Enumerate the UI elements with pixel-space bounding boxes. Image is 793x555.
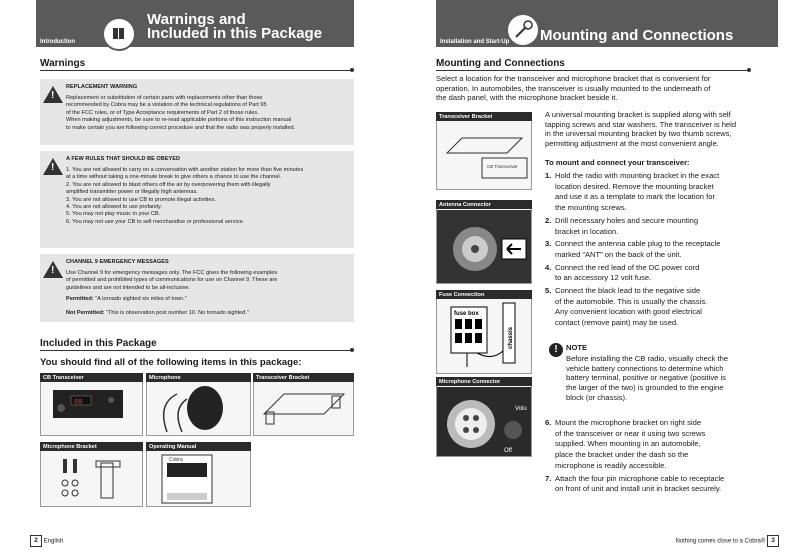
channel9-title: CHANNEL 9 EMERGENCY MESSAGES: [66, 259, 169, 265]
text-line: place the bracket under the dash so the: [555, 450, 689, 460]
text-line: 1. You are not allowed to carry on a conversation with another station for more than five minutes: [66, 167, 304, 173]
right-section-label: Installation and Start-Up: [440, 39, 510, 45]
step-number: 1.: [545, 171, 552, 180]
warnings-heading: Warnings: [40, 58, 86, 69]
left-page-number: 2: [30, 535, 42, 547]
text-line: Mount the microphone bracket on right side: [555, 418, 702, 427]
step-item: [545, 171, 785, 215]
text-line: amplified transmitter power or illegally high antennas.: [66, 189, 198, 196]
text-line: permitting adjustment at the most convenient angle.: [545, 139, 719, 149]
left-section-label: Introduction: [40, 39, 75, 45]
wrench-icon: [506, 13, 540, 47]
antenna-connector-diagram: [436, 200, 532, 284]
step-item: [545, 418, 785, 473]
text-line: recommended by Cobra may be a violation of the technical regulations of Part 95: [66, 102, 267, 109]
volume-label: Volu: [515, 406, 527, 412]
text-line: 6. You may not use your CB to sell merchandise or professional service.: [66, 218, 245, 225]
microphone-connector-diagram: [436, 377, 532, 457]
microphone-bracket-image: [40, 442, 143, 507]
text-line: to an accessory 12 volt fuse.: [555, 273, 652, 283]
fuse-box-label: fuse box: [454, 311, 479, 317]
left-footer-text: English: [43, 538, 64, 545]
right-footer: [676, 535, 779, 547]
text-line: When making adjustments, be sure to re-read applicable portions of this instruction manual: [66, 117, 292, 124]
text-line: location desired. Remove the mounting bracket: [555, 181, 714, 191]
text-line: Replacement or substitution of certain parts with replacements other than those: [66, 95, 263, 101]
text-line: guidelines and are not intended to be all-inclusive.: [66, 284, 191, 291]
caption-microphone-connector: Microphone Connector: [436, 377, 532, 386]
text-line: Hold the radio with mounting bracket in the exact: [555, 171, 720, 180]
step-number: 2.: [545, 215, 552, 225]
item-caption-microphone-bracket: Microphone Bracket: [40, 442, 143, 451]
rules-text: [66, 167, 356, 226]
text-line: of the transceiver or near it using two screws: [555, 428, 706, 438]
warning-icon: !: [43, 261, 63, 278]
right-page-number: 3: [767, 535, 779, 547]
text-line: of the FCC rules, or of Type Acceptance requirements of Part 2 of those rules.: [66, 109, 259, 116]
transceiver-bracket-diagram: [436, 112, 532, 190]
step-text: [555, 474, 724, 495]
step-item: [545, 474, 785, 496]
step-number: 4.: [545, 262, 552, 272]
item-caption-cb-transceiver: CB Transceiver: [40, 373, 143, 382]
item-caption-operating-manual: Operating Manual: [146, 442, 251, 451]
left-header-bar: [36, 0, 354, 47]
text-line: Connect the antenna cable plug to the receptacle: [555, 239, 721, 249]
text-line: Drill necessary holes and secure mounting: [555, 215, 699, 225]
text-line: supplied. When mounting in an automobile,: [555, 439, 701, 449]
caption-fuse-connection: Fuse Connection: [436, 290, 532, 299]
left-title-line2: Included in this Package: [147, 25, 323, 42]
text-line: 2. You are not allowed to blast others off the air by overpowering them with illegally: [66, 181, 271, 188]
text-line: bracket in location.: [555, 226, 619, 236]
text-line: A universal mounting bracket is supplied along with self: [545, 110, 731, 119]
step-text: [555, 239, 721, 260]
item-caption-microphone: Microphone: [146, 373, 251, 382]
steps-list-2: [545, 418, 785, 497]
text-line: battery terminal, positive or negative (positive is: [566, 373, 726, 383]
package-heading: Included in this Package: [40, 338, 157, 349]
warning-icon: !: [43, 158, 63, 175]
cb-transceiver-label: CB Transceiver: [487, 164, 518, 169]
step-text: [555, 263, 699, 284]
note-label: NOTE: [566, 343, 588, 352]
replacement-warning-text: [66, 95, 354, 132]
package-rule: [40, 350, 352, 351]
to-mount-heading: To mount and connect your transceiver:: [545, 158, 690, 167]
text-line: marked “ANT” on the back of the unit.: [555, 249, 682, 259]
operating-manual-image: [146, 442, 251, 507]
step-item: [545, 286, 785, 330]
text-line: Before installing the CB radio, visually check the: [566, 354, 729, 363]
text-line: contact (remove paint) may be used.: [555, 318, 679, 328]
step-text: [555, 216, 698, 237]
text-line: Use Channel 9 for emergency messages only. The FCC gives the following examples: [66, 270, 278, 276]
step-item: [545, 239, 785, 261]
transceiver-display: 88: [74, 399, 83, 407]
cb-transceiver-image: [40, 373, 143, 436]
step-number: 5.: [545, 286, 552, 296]
note-icon: !: [549, 343, 563, 357]
text-line: the mounting screws.: [555, 203, 627, 213]
step-text: [555, 171, 719, 214]
text-line: the dash panel, with the microphone bracket beside it.: [436, 93, 618, 103]
step-number: 7.: [545, 473, 552, 483]
text-line: of permitted and prohibited types of communications for use on Channel 9. These are: [66, 277, 278, 284]
package-subheading: You should find all of the following items in this package:: [40, 357, 302, 368]
text-line: Attach the four pin microphone cable to receptacle: [555, 473, 725, 483]
warning-icon: !: [43, 86, 63, 103]
right-footer-text: Nothing comes close to a Cobra®: [675, 538, 766, 545]
rules-title: A FEW RULES THAT SHOULD BE OBEYED: [66, 156, 181, 162]
mounting-heading: Mounting and Connections: [436, 58, 565, 69]
manual-text: Cobra: [169, 457, 183, 463]
text-line: at a time without taking a one-minute break to give others a chance to use the channel.: [66, 174, 282, 181]
left-footer: [30, 535, 63, 547]
right-header-bar: [436, 0, 778, 47]
text-line: on front of unit and install unit in bracket securely.: [555, 484, 722, 494]
replacement-warning-title: REPLACEMENT WARNING: [66, 84, 138, 90]
transceiver-bracket-image: [253, 373, 354, 436]
step-text: [555, 418, 705, 472]
not-permitted-line: Not Permitted: “This is observation post number 10. No tornado sighted.”: [66, 310, 249, 316]
text-line: to make certain you are following correct procedure and that the radio was properly installed.: [66, 124, 296, 131]
left-page-title: [147, 13, 322, 41]
step-number: 3.: [545, 239, 552, 249]
step-number: 6.: [545, 418, 552, 427]
text-line: in the universal mounting bracket by two thumb screws,: [545, 129, 732, 139]
left-title-line1: Warnings and: [147, 11, 246, 28]
text-line: 3. You are not allowed to use CB to promote illegal activities.: [66, 196, 216, 203]
chassis-label: chassis: [508, 326, 514, 349]
text-line: operation. In automobiles, the transceiver is usually mounted to the underneath of: [436, 83, 711, 93]
channel9-text: [66, 270, 354, 292]
text-line: microphone is readily accessible.: [555, 460, 667, 470]
text-line: and use it as a template to mark the location for: [555, 192, 715, 202]
item-caption-transceiver-bracket: Transceiver Bracket: [253, 373, 354, 382]
text-line: Select a location for the transceiver and microphone bracket that is convenient for: [436, 74, 711, 83]
microphone-image: [146, 373, 251, 436]
text-line: Connect the black lead to the negative side: [555, 286, 701, 296]
note-text: [566, 354, 786, 403]
right-page: [396, 0, 793, 555]
mounting-rule: [436, 70, 749, 71]
fuse-connection-diagram: [436, 290, 532, 374]
bracket-text: [545, 110, 785, 149]
text-line: tapping screws and star washers. The transceiver is held: [545, 119, 737, 129]
book-icon: [102, 17, 136, 51]
warnings-rule: [40, 70, 352, 71]
text-line: vehicle battery connections to determine which: [566, 363, 724, 373]
text-line: block (or chassis).: [566, 392, 628, 402]
text-line: Connect the red lead of the DC power cord: [555, 262, 700, 272]
caption-antenna-connector: Antenna Connector: [436, 200, 532, 209]
off-label: Off: [504, 448, 512, 454]
text-line: the larger of the two) is grounded to the engine: [566, 383, 724, 393]
permitted-line: Permitted: “A tornado sighted six miles of town.”: [66, 296, 187, 302]
text-line: of the automobile. This is usually the chassis.: [555, 296, 708, 306]
right-page-title: Mounting and Connections: [540, 27, 734, 44]
steps-list: [545, 171, 785, 331]
step-item: [545, 216, 785, 238]
caption-transceiver-bracket: Transceiver Bracket: [436, 112, 532, 121]
text-line: 5. You may not play music in your CB.: [66, 211, 161, 218]
intro-text: [436, 74, 776, 103]
text-line: 4. You are not allowed to use profanity.: [66, 204, 162, 211]
text-line: Any convenient location with good electrical: [555, 307, 702, 317]
step-item: [545, 263, 785, 285]
step-text: [555, 286, 707, 329]
left-page: [0, 0, 390, 555]
